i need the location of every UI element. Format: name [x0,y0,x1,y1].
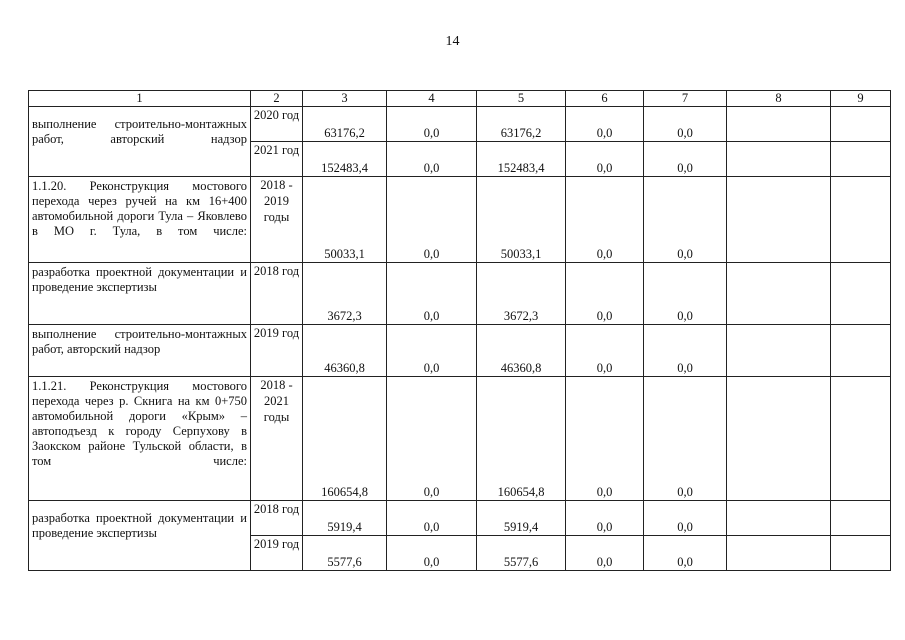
empty-cell [831,536,891,571]
empty-cell [727,377,831,501]
year-cell: 2018 - 2019 годы [251,177,303,263]
value-cell: 160654,8 [477,377,566,501]
empty-cell [727,177,831,263]
value-cell: 0,0 [566,107,644,142]
empty-cell [727,325,831,377]
table-row [29,177,891,263]
year-cell: 2019 год [251,536,303,571]
value-cell: 0,0 [387,501,477,536]
year-cell: 2018 год [251,501,303,536]
value-cell: 0,0 [644,501,727,536]
value-cell: 0,0 [566,177,644,263]
row-description: разработка проектной документации и проведение экспертизы [29,501,251,571]
value-cell: 0,0 [566,263,644,325]
year-cell: 2019 год [251,325,303,377]
header-cell: 5 [477,91,566,107]
row-description: 1.1.21. Реконструкция мостового перехода через р. Скнига на км 0+750 автомобильной дороги «Крым» – автоподъезд к городу Серпухову в Заокском районе Тульской области, в том числе: [29,377,251,501]
value-cell: 0,0 [644,263,727,325]
table-header-row [29,91,891,107]
empty-cell [727,536,831,571]
value-cell: 63176,2 [303,107,387,142]
value-cell: 0,0 [387,377,477,501]
header-cell: 8 [727,91,831,107]
value-cell: 3672,3 [477,263,566,325]
value-cell: 0,0 [566,142,644,177]
empty-cell [727,501,831,536]
value-cell: 5577,6 [477,536,566,571]
table-row [29,263,891,325]
row-description: 1.1.20. Реконструкция мостового перехода через ручей на км 16+400 автомобильной дороги Тула – Яковлево в МО г. Тула, в том числе: [29,177,251,263]
value-cell: 0,0 [387,536,477,571]
empty-cell [727,142,831,177]
value-cell: 0,0 [387,263,477,325]
header-cell: 3 [303,91,387,107]
year-cell: 2021 год [251,142,303,177]
value-cell: 0,0 [644,142,727,177]
page-number: 14 [445,34,460,49]
empty-cell [831,501,891,536]
value-cell: 0,0 [566,325,644,377]
empty-cell [727,107,831,142]
row-description: выполнение строительно-монтажных работ, авторский надзор [29,107,251,177]
value-cell: 50033,1 [477,177,566,263]
value-cell: 0,0 [387,142,477,177]
empty-cell [831,177,891,263]
value-cell: 50033,1 [303,177,387,263]
table-row [29,325,891,377]
table-row [29,107,891,142]
value-cell: 5919,4 [303,501,387,536]
header-cell: 4 [387,91,477,107]
table-row [29,377,891,501]
year-cell: 2020 год [251,107,303,142]
value-cell: 3672,3 [303,263,387,325]
empty-cell [831,107,891,142]
value-cell: 46360,8 [477,325,566,377]
empty-cell [831,142,891,177]
value-cell: 0,0 [644,177,727,263]
value-cell: 0,0 [644,325,727,377]
value-cell: 152483,4 [303,142,387,177]
value-cell: 160654,8 [303,377,387,501]
header-cell: 9 [831,91,891,107]
value-cell: 0,0 [387,325,477,377]
value-cell: 0,0 [566,501,644,536]
value-cell: 5919,4 [477,501,566,536]
value-cell: 0,0 [387,177,477,263]
value-cell: 0,0 [566,536,644,571]
value-cell: 0,0 [644,377,727,501]
year-cell: 2018 - 2021 годы [251,377,303,501]
budget-table [28,90,891,571]
value-cell: 0,0 [566,377,644,501]
row-description: разработка проектной документации и проведение экспертизы [29,263,251,325]
value-cell: 63176,2 [477,107,566,142]
value-cell: 0,0 [644,536,727,571]
value-cell: 5577,6 [303,536,387,571]
value-cell: 0,0 [387,107,477,142]
value-cell: 46360,8 [303,325,387,377]
empty-cell [831,377,891,501]
value-cell: 152483,4 [477,142,566,177]
value-cell: 0,0 [644,107,727,142]
header-cell: 7 [644,91,727,107]
year-cell: 2018 год [251,263,303,325]
header-cell: 6 [566,91,644,107]
table-row [29,501,891,536]
header-cell: 2 [251,91,303,107]
empty-cell [831,263,891,325]
empty-cell [727,263,831,325]
empty-cell [831,325,891,377]
header-cell: 1 [29,91,251,107]
row-description: выполнение строительно-монтажных работ, авторский надзор [29,325,251,377]
